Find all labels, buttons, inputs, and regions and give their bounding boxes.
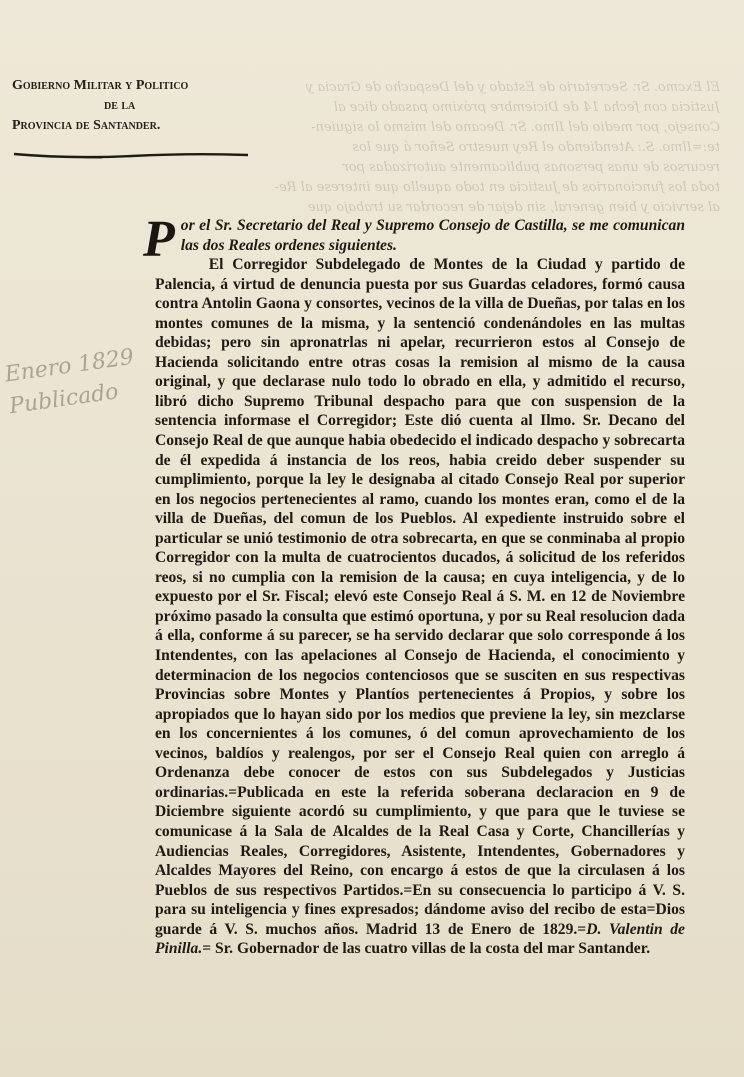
bleed-line: Consejo, por medio del Ilmo. Sr. Decano del mismo lo siguien-	[311, 120, 720, 135]
bleed-line: Justicia con fecha 14 de Diciembre próximo pasado dice al	[333, 100, 720, 115]
signature: D. Valentin de Pinilla.	[155, 920, 685, 958]
letterhead-line-3: Provincia de Santander.	[12, 118, 161, 133]
bleed-line: toda los funcionarios de Justicia en todo aquello que interese al Re-	[274, 180, 720, 195]
letterhead-line-1: Gobierno Militar y Politico	[12, 78, 189, 93]
bleed-line: El Excmo. Sr. Secretario de Estado y del Despacho de Gracia y	[305, 80, 720, 95]
main-paragraph	[155, 255, 685, 959]
drop-cap: P	[143, 211, 175, 268]
letterhead-line-2: de la	[104, 98, 136, 113]
closing-text: = Sr. Gobernador de las cuatro villas de la costa del mar Santander.	[202, 940, 651, 958]
intro-paragraph	[143, 211, 685, 268]
bleed-line: recursos de unas personas publicamente autorizadas por	[342, 160, 720, 175]
bleed-line: te:=Ilmo. S.: Atendiendo el Rey nuestro Señor á que los	[352, 140, 720, 155]
letterhead-rule	[12, 150, 250, 160]
main-text: El Corregidor Subdelegado de Montes de la Ciudad y partido de Palencia, á virtud de denuncia puesta por sus Guardas celadores, formó causa contra Antolin Gaona y consortes, vecinos de la villa de Dueñas, por talas en los montes comunes de la misma, y la sentenció condenándoles en las multas debidas; pero sin apronatrlas ni apelar, recurrieron estos al Consejo de Hacienda solicitando entre otras cosas la remision al mismo de la causa original, y que declarase nulo todo lo obrado en ella, y admitido el recurso, libró dicho Supremo Tribunal despacho para que con suspension de la sentencia informase el Corregidor; Este dió cuenta al Ilmo. Sr. Decano del Consejo Real de que aunque habia obedecido el indicado despacho y sobrecarta de él expedida á instancia de los reos, habia creido deber suspender su cumplimiento, porque la ley le designaba al citado Consejo Real por superior en los negocios pertenecientes al ramo, cuando los montes eran, como el de la villa de Dueñas, del comun de los Pueblos. Al expediente instruido sobre el particular se unió testimonio de otra sobrecarta, en que se conminaba al propio Corregidor con la multa de cuatrocientos ducados, á solicitud de los referidos reos, si no cumplia con la remision de la causa; en cuya inteligencia, y de lo expuesto por el Sr. Fiscal; elevó este Consejo Real á S. M. en 12 de Noviembre próximo pasado la consulta que estimó oportuna, y por su Real resolucion dada á ella, conforme á su parecer, se ha servido declarar que solo corresponde á los Intendentes, con las apelaciones al Consejo de Hacienda, el conocimiento y determinacion de los negocios contenciosos que se susciten en sus respectivas Provincias sobre Montes y Plantíos pertenecientes á Propios, y sobre los apropiados que lo hayan sido por los medios que previene la ley, sin mezclarse en los concernientes á los comunes, ó del comun aprovechamiento de los vecinos, baldíos y realengos, por ser el Consejo Real quien con arreglo á Ordenanza debe conocer de estos con sus Subdelegados y Justicias ordinarias.=Publicada en este la referida soberana declaracion en 9 de Diciembre siguiente acordó su cumplimiento, y que para que le tuviese se comunicase á la Sala de Alcaldes de la Real Casa y Corte, Chancillerías y Audiencias Reales, Corregidores, Asistente, Intendentes, Gobernadores y Alcaldes Mayores del Reino, con encargo á estos de que la circulasen á los Pueblos de sus respectivos Partidos.=En su consecuencia lo participo á V. S. para su inteligencia y fines expresados; dándome aviso del recibo de esta=Dios guarde á V. S. muchos años. Madrid 13 de Enero de 1829.=	[155, 256, 685, 938]
intro-text: or el Sr. Secretario del Real y Supremo Consejo de Castilla, se me comunican las dos Reales ordenes siguientes.	[180, 217, 685, 254]
letterhead	[12, 76, 262, 136]
bleed-through-text	[250, 78, 720, 218]
handwritten-margin-note: Enero 1829 Publicado	[3, 344, 136, 420]
document-body	[143, 211, 685, 959]
bleed-line: al servicio y bien general, sin dejar de recordar su trabajo que	[307, 200, 720, 215]
